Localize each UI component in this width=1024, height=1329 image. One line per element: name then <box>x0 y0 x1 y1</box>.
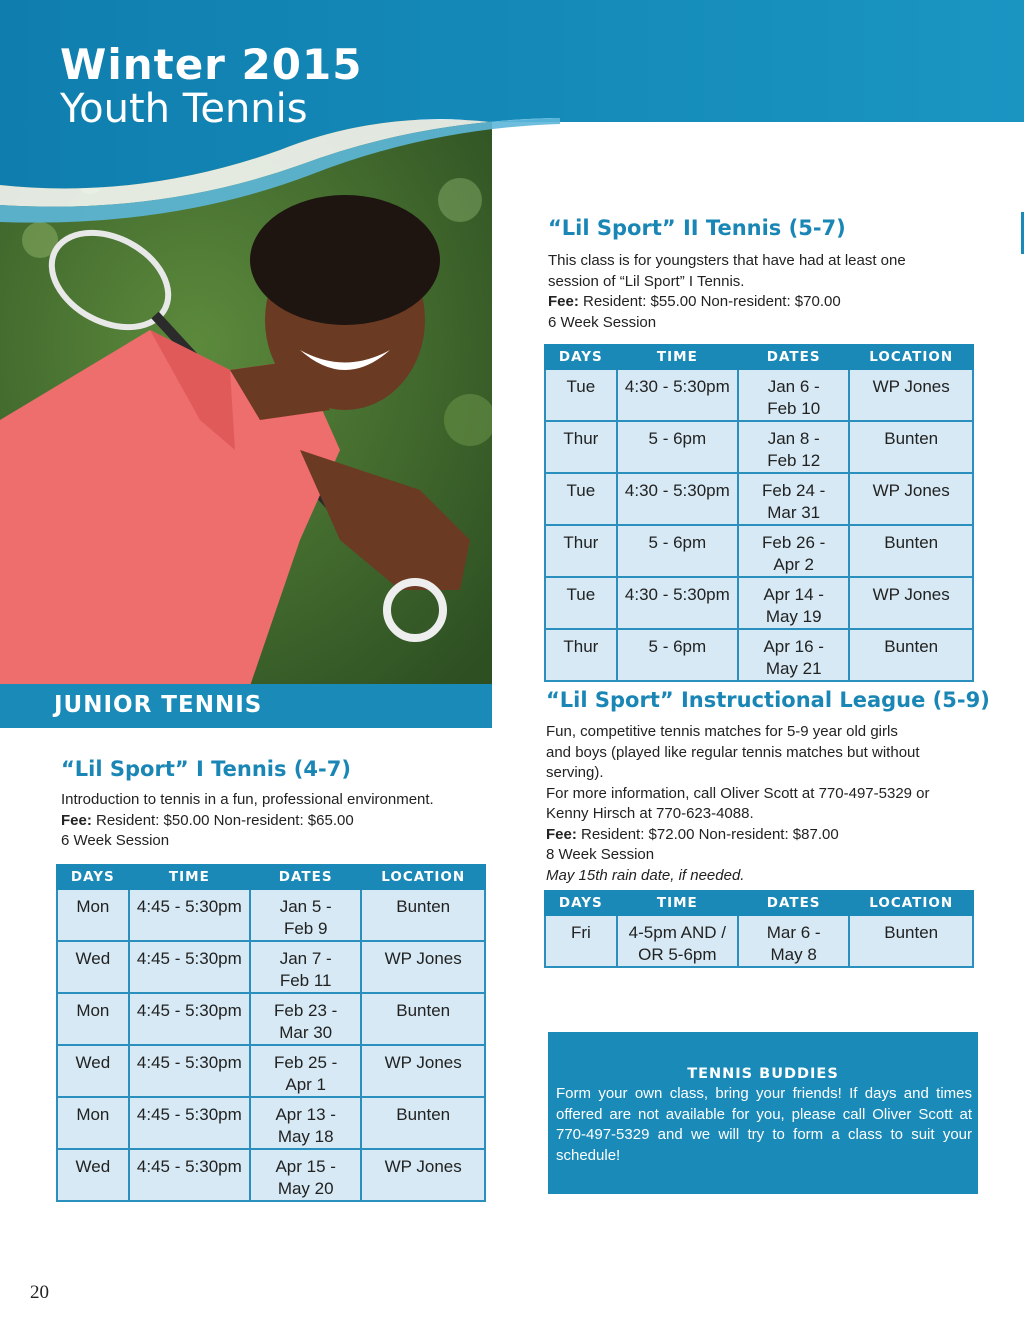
table-row <box>57 1149 485 1201</box>
time-line-1: 4-5pm AND / <box>628 923 726 942</box>
table-row <box>545 577 973 629</box>
cell-day: Thur <box>545 421 617 473</box>
date-start: Apr 13 - <box>275 1105 336 1124</box>
date-end: Mar 30 <box>279 1023 333 1042</box>
league-line-2: and boys (played like regular tennis matches but without <box>546 743 920 761</box>
cell-time: 4:45 - 5:30pm <box>129 1097 250 1149</box>
cell-location: WP Jones <box>361 1149 485 1201</box>
league-description <box>546 722 976 886</box>
league-title: “Lil Sport” Instructional League (5-9) <box>546 688 990 712</box>
table-header-row <box>57 865 485 889</box>
cell-dates <box>250 941 361 993</box>
table-row <box>545 369 973 421</box>
table-row <box>545 629 973 681</box>
date-start: Feb 26 - <box>762 533 826 552</box>
cell-day: Mon <box>57 1097 129 1149</box>
column-header-days: DAYS <box>545 345 617 369</box>
cell-location: WP Jones <box>361 1045 485 1097</box>
cell-day: Fri <box>545 915 617 967</box>
cell-location: Bunten <box>849 525 973 577</box>
column-header-days: DAYS <box>545 891 617 915</box>
date-start: Apr 16 - <box>763 637 824 656</box>
league-line-3: serving). <box>546 764 604 781</box>
cell-dates <box>738 421 849 473</box>
cell-day: Wed <box>57 1045 129 1097</box>
table-row <box>57 993 485 1045</box>
lil-sport-1-intro: Introduction to tennis in a fun, professional environment. <box>61 791 434 808</box>
table-row <box>57 1097 485 1149</box>
cell-day: Mon <box>57 889 129 941</box>
cell-time: 4:45 - 5:30pm <box>129 889 250 941</box>
cell-day: Thur <box>545 629 617 681</box>
cell-time <box>617 915 738 967</box>
junior-tennis-heading: JUNIOR TENNIS <box>54 692 263 718</box>
date-start: Feb 25 - <box>274 1053 338 1072</box>
fee-label: Fee: <box>548 293 579 310</box>
tennis-buddies-title: TENNIS BUDDIES <box>687 1066 839 1082</box>
page-number: 20 <box>30 1282 49 1303</box>
cell-dates <box>738 629 849 681</box>
cell-day: Tue <box>545 577 617 629</box>
table-row <box>57 889 485 941</box>
date-end: May 18 <box>277 1127 334 1146</box>
cell-time: 4:45 - 5:30pm <box>129 1149 250 1201</box>
lil-sport-1-description <box>61 790 481 852</box>
table-header-row <box>545 891 973 915</box>
fee-label: Fee: <box>546 825 577 843</box>
time-line-2: OR 5-6pm <box>638 945 717 964</box>
league-fee <box>546 825 976 846</box>
cell-location: Bunten <box>849 915 973 967</box>
table-row <box>545 915 973 967</box>
column-header-dates: DATES <box>738 891 849 915</box>
column-header-time: TIME <box>617 891 738 915</box>
tennis-buddies-box <box>548 1032 978 1194</box>
cell-day: Tue <box>545 473 617 525</box>
date-start: Apr 14 - <box>763 585 824 604</box>
date-end: Feb 9 <box>283 919 328 938</box>
date-start: Mar 6 - <box>766 923 821 942</box>
cell-time: 5 - 6pm <box>617 421 738 473</box>
column-header-dates: DATES <box>738 345 849 369</box>
fee-text: Resident: $50.00 Non-resident: $65.00 <box>91 811 354 829</box>
table-row <box>545 473 973 525</box>
lil-sport-2-description <box>548 251 968 333</box>
league-line-5: Kenny Hirsch at 770-623-4088. <box>546 805 754 822</box>
column-header-dates: DATES <box>250 865 361 889</box>
cell-location: WP Jones <box>361 941 485 993</box>
date-end: Mar 31 <box>767 503 821 522</box>
page-title: Winter 2015 <box>60 40 363 89</box>
cell-day: Mon <box>57 993 129 1045</box>
date-start: Jan 8 - <box>767 429 820 448</box>
column-header-time: TIME <box>129 865 250 889</box>
fee-label: Fee: <box>61 811 92 829</box>
cell-day: Thur <box>545 525 617 577</box>
date-end: Feb 10 <box>767 399 821 418</box>
date-end: May 21 <box>765 659 822 678</box>
date-start: Feb 24 - <box>762 481 826 500</box>
date-start: Jan 7 - <box>279 949 332 968</box>
cell-day: Tue <box>545 369 617 421</box>
cell-day: Wed <box>57 941 129 993</box>
cell-location: Bunten <box>361 1097 485 1149</box>
league-session: 8 Week Session <box>546 846 655 863</box>
lil-sport-2-session: 6 Week Session <box>548 313 657 331</box>
cell-location: WP Jones <box>849 577 973 629</box>
cell-time: 5 - 6pm <box>617 525 738 577</box>
fee-text: Resident: $72.00 Non-resident: $87.00 <box>576 825 839 843</box>
cell-dates <box>250 993 361 1045</box>
cell-location: Bunten <box>849 629 973 681</box>
date-start: Jan 5 - <box>279 897 332 916</box>
cell-time: 4:30 - 5:30pm <box>617 473 738 525</box>
cell-time: 4:45 - 5:30pm <box>129 941 250 993</box>
column-header-days: DAYS <box>57 865 129 889</box>
lil-sport-2-desc-line2: session of “Lil Sport” I Tennis. <box>548 272 745 290</box>
cell-time: 4:30 - 5:30pm <box>617 369 738 421</box>
column-header-location: LOCATION <box>849 891 973 915</box>
column-header-time: TIME <box>617 345 738 369</box>
date-start: Apr 15 - <box>275 1157 336 1176</box>
lil-sport-2-schedule-table <box>544 344 974 682</box>
lil-sport-1-session: 6 Week Session <box>61 832 170 849</box>
lil-sport-2-title: “Lil Sport” II Tennis (5-7) <box>548 216 846 240</box>
table-header-row <box>545 345 973 369</box>
cell-time: 5 - 6pm <box>617 629 738 681</box>
cell-dates <box>738 915 849 967</box>
cell-day: Wed <box>57 1149 129 1201</box>
table-row <box>57 941 485 993</box>
date-end: Feb 12 <box>767 451 821 470</box>
lil-sport-1-fee <box>61 811 481 832</box>
cell-dates <box>738 473 849 525</box>
column-header-location: LOCATION <box>849 345 973 369</box>
cell-dates <box>250 1045 361 1097</box>
date-end: Feb 11 <box>279 971 332 990</box>
lil-sport-2-desc-line1: This class is for youngsters that have had at least one <box>548 252 906 269</box>
date-end: Apr 1 <box>285 1075 326 1094</box>
lil-sport-1-schedule-table <box>56 864 486 1202</box>
fee-text: Resident: $55.00 Non-resident: $70.00 <box>578 293 841 310</box>
table-row <box>545 421 973 473</box>
date-start: Feb 23 - <box>274 1001 338 1020</box>
cell-location: Bunten <box>849 421 973 473</box>
cell-dates <box>250 1149 361 1201</box>
rain-note-text: May 15th rain date, if needed. <box>546 866 745 884</box>
date-end: Apr 2 <box>773 555 814 574</box>
league-rain-note <box>546 866 976 887</box>
league-line-1: Fun, competitive tennis matches for 5-9 year old girls <box>546 723 898 740</box>
cell-time: 4:45 - 5:30pm <box>129 993 250 1045</box>
column-header-location: LOCATION <box>361 865 485 889</box>
cell-dates <box>250 889 361 941</box>
cell-dates <box>250 1097 361 1149</box>
lil-sport-1-title: “Lil Sport” I Tennis (4-7) <box>61 757 351 781</box>
cell-location: Bunten <box>361 889 485 941</box>
cell-location: WP Jones <box>849 473 973 525</box>
date-start: Jan 6 - <box>767 377 820 396</box>
date-end: May 20 <box>277 1179 334 1198</box>
cell-location: WP Jones <box>849 369 973 421</box>
table-row <box>545 525 973 577</box>
junior-tennis-banner <box>0 684 492 728</box>
date-end: May 8 <box>770 945 817 964</box>
tennis-buddies-body: Form your own class, bring your friends! If days and times offered are not available for you, please call Oliver Scott at 770-497-5329 and we will try to form a class to suit your schedule! <box>556 1085 972 1164</box>
league-schedule-table <box>544 890 974 968</box>
date-end: May 19 <box>765 607 822 626</box>
cell-dates <box>738 525 849 577</box>
page-subtitle: Youth Tennis <box>60 86 308 132</box>
cell-dates <box>738 369 849 421</box>
cell-time: 4:45 - 5:30pm <box>129 1045 250 1097</box>
cell-time: 4:30 - 5:30pm <box>617 577 738 629</box>
lil-sport-2-fee <box>548 292 968 313</box>
league-line-4: For more information, call Oliver Scott at 770-497-5329 or <box>546 784 930 802</box>
cell-location: Bunten <box>361 993 485 1045</box>
table-row <box>57 1045 485 1097</box>
header-banner <box>0 0 1024 230</box>
cell-dates <box>738 577 849 629</box>
